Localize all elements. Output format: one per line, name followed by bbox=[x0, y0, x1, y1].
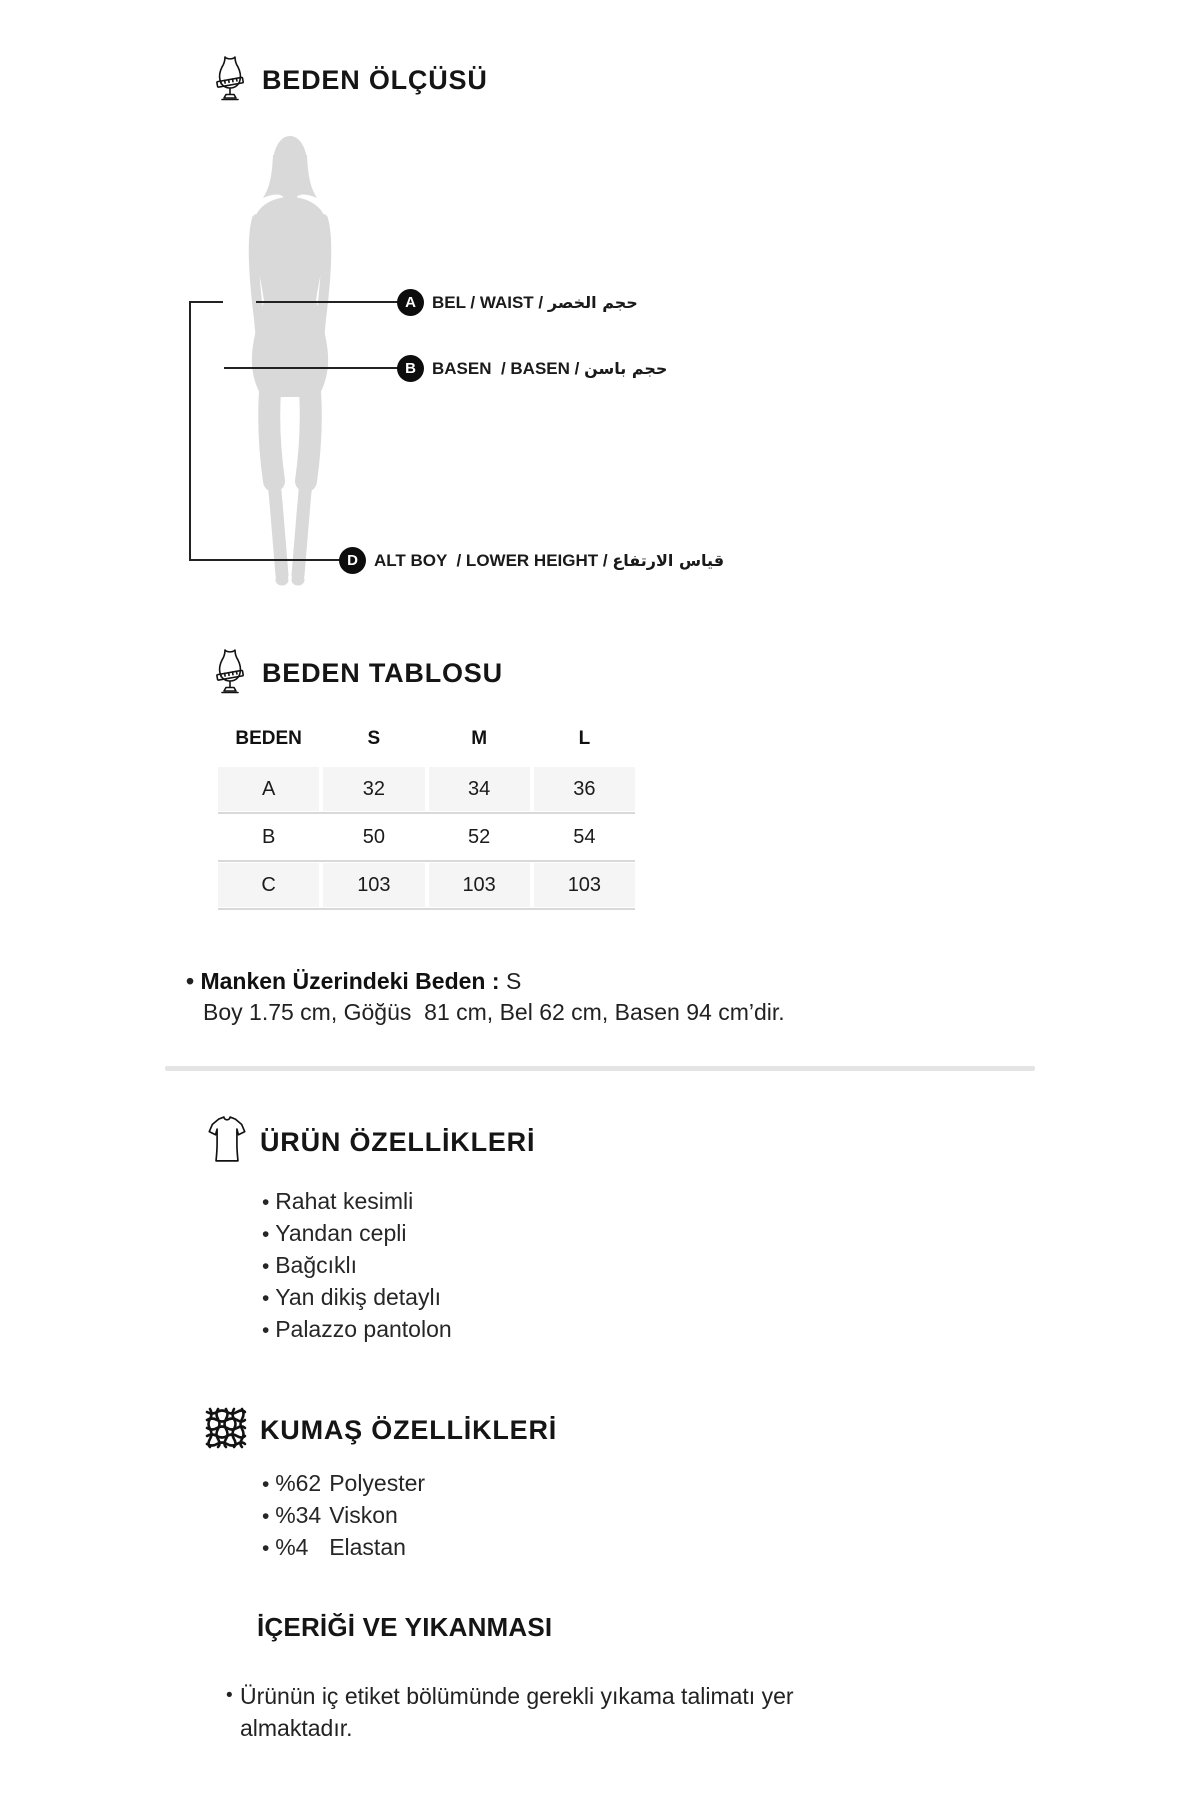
table-cell: C bbox=[218, 863, 319, 907]
model-measurements: Boy 1.75 cm, Göğüs 81 cm, Bel 62 cm, Basen 94 cm’dir. bbox=[203, 999, 785, 1025]
fabric-item bbox=[262, 1500, 425, 1532]
table-cell: 54 bbox=[573, 826, 596, 848]
waist-label-arabic: حجم الخصر bbox=[547, 293, 638, 312]
waist-measure-line bbox=[256, 301, 399, 303]
product-features-header bbox=[206, 1116, 535, 1169]
label-badge-b bbox=[397, 355, 424, 382]
fabric-item bbox=[262, 1532, 425, 1564]
feature-item: • Yandan cepli bbox=[262, 1218, 452, 1250]
size-table-col-header: BEDEN bbox=[235, 728, 302, 749]
hip-label bbox=[432, 359, 667, 379]
size-guide-title: BEDEN ÖLÇÜSÜ bbox=[262, 65, 488, 95]
fabric-name: Polyester bbox=[329, 1470, 426, 1496]
care-instructions-text: Ürünün iç etiket bölümünde gerekli yıkama talimatı yer almaktadır. bbox=[240, 1683, 794, 1741]
size-table-col-header: S bbox=[367, 728, 381, 749]
model-size-value: S bbox=[505, 968, 522, 994]
badge-letter-b: B bbox=[405, 360, 416, 377]
badge-letter-a: A bbox=[405, 294, 416, 311]
lower-height-label-arabic: قياس الارتفاع bbox=[612, 551, 725, 570]
label-badge-d bbox=[339, 547, 366, 574]
bracket-bottom-stub bbox=[189, 559, 216, 561]
size-table-header bbox=[210, 648, 503, 699]
label-badge-a bbox=[397, 289, 424, 316]
section-divider bbox=[165, 1066, 1035, 1071]
fabric-percent: %34 bbox=[275, 1502, 322, 1528]
badge-letter-d: D bbox=[347, 552, 358, 569]
fabric-name: Viskon bbox=[329, 1502, 398, 1528]
table-cell: 103 bbox=[429, 863, 530, 907]
table-cell: 103 bbox=[534, 863, 635, 907]
feature-item: • Bağcıklı bbox=[262, 1250, 452, 1282]
fabric-features-header bbox=[204, 1406, 557, 1455]
tshirt-icon bbox=[206, 1116, 248, 1169]
table-cell: 103 bbox=[323, 863, 424, 907]
lower-height-measure-line bbox=[216, 559, 341, 561]
table-cell: 34 bbox=[429, 767, 530, 811]
feature-item: • Yan dikiş detaylı bbox=[262, 1282, 452, 1314]
model-size-label: Manken Üzerindeki Beden bbox=[200, 968, 486, 994]
hip-label-arabic: حجم باسن bbox=[584, 359, 668, 378]
fabric-percent: %62 bbox=[275, 1470, 322, 1496]
waist-label-latin: BEL / WAIST / bbox=[432, 293, 548, 312]
table-cell: 32 bbox=[323, 767, 424, 811]
hip-label-latin: BASEN / BASEN / bbox=[432, 359, 585, 378]
model-size-separator: : bbox=[485, 968, 506, 994]
feature-item: • Palazzo pantolon bbox=[262, 1314, 452, 1346]
table-row-separator bbox=[218, 908, 635, 910]
table-cell: 36 bbox=[534, 767, 635, 811]
table-row-separator bbox=[218, 860, 635, 862]
size-table bbox=[218, 720, 635, 911]
model-size-info bbox=[186, 966, 785, 1028]
bullet-dot: • bbox=[226, 1685, 233, 1706]
fabric-name: Elastan bbox=[329, 1534, 406, 1560]
table-cell: 50 bbox=[362, 826, 385, 848]
lower-height-label-latin: ALT BOY / LOWER HEIGHT / bbox=[374, 551, 613, 570]
mannequin-icon bbox=[210, 648, 250, 699]
table-cell: 52 bbox=[468, 826, 491, 848]
model-size-line bbox=[186, 966, 785, 997]
table-cell: A bbox=[218, 767, 319, 811]
body-silhouette bbox=[228, 133, 352, 592]
mannequin-icon bbox=[210, 55, 250, 106]
size-table-col-header: M bbox=[471, 728, 488, 749]
care-header bbox=[257, 1612, 552, 1643]
fabric-features-title: KUMAŞ ÖZELLİKLERİ bbox=[260, 1415, 558, 1445]
table-row-separator bbox=[218, 812, 635, 814]
size-table-col-header: L bbox=[578, 728, 591, 749]
fabric-features-list bbox=[262, 1468, 425, 1564]
fabric-weave-icon bbox=[204, 1406, 248, 1455]
feature-item: • Rahat kesimli bbox=[262, 1186, 452, 1218]
fabric-item bbox=[262, 1468, 425, 1500]
height-bracket-line bbox=[189, 301, 191, 561]
size-table-title: BEDEN TABLOSU bbox=[262, 658, 503, 688]
lower-height-label bbox=[374, 551, 724, 571]
table-header-gap bbox=[218, 758, 635, 767]
product-features-title: ÜRÜN ÖZELLİKLERİ bbox=[260, 1127, 536, 1157]
waist-label bbox=[432, 293, 638, 313]
care-instructions bbox=[226, 1680, 801, 1744]
care-title: İÇERİĞİ VE YIKANMASI bbox=[257, 1612, 553, 1642]
hip-measure-line bbox=[224, 367, 399, 369]
size-guide-header bbox=[210, 55, 488, 106]
bracket-top-stub bbox=[189, 301, 223, 303]
table-cell: B bbox=[261, 826, 276, 848]
fabric-percent: %4 bbox=[275, 1534, 309, 1560]
product-features-list bbox=[262, 1186, 452, 1346]
